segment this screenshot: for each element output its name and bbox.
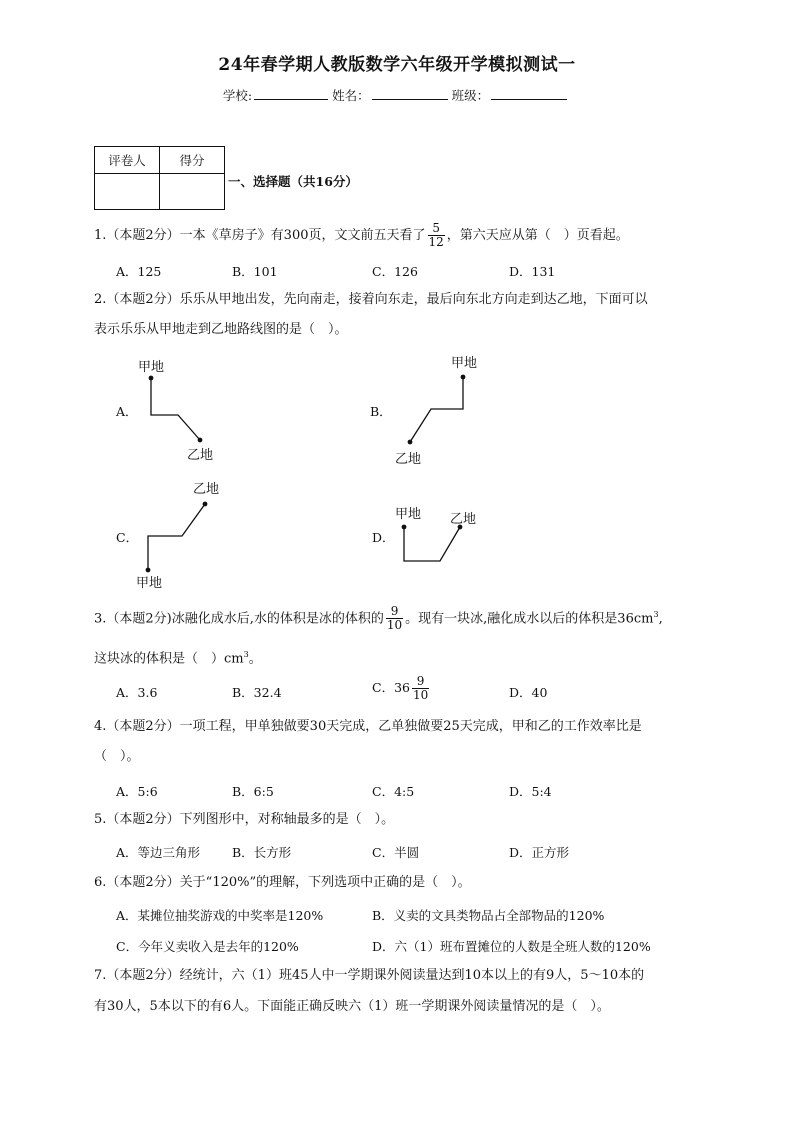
q3-frac-denominator: 10 <box>386 618 403 633</box>
q6-option-d[interactable]: D．六（1）班布置摊位的人数是全班人数的120% <box>372 939 651 954</box>
school-label: 学校: <box>222 88 253 103</box>
q2-d-start-dot <box>402 525 407 530</box>
q3-text-middle: 。现有一块冰,融化成水以后的体积是36cm <box>405 611 654 627</box>
q2-d-route <box>404 527 460 561</box>
q4-option-a[interactable]: A．5:6 <box>116 784 158 799</box>
q3-option-c-numerator: 9 <box>412 675 429 689</box>
q3-option-d[interactable]: D．40 <box>509 685 548 700</box>
q4-option-c[interactable]: C．4:5 <box>372 784 415 799</box>
question-2-line-1: 2.（本题2分）乐乐从甲地出发，先向南走，接着向东走，最后向东北方向走到达乙地，下面可以 <box>94 292 648 307</box>
grader-header: 评卷人 <box>95 147 160 174</box>
q4-option-b[interactable]: B．6:5 <box>232 784 274 799</box>
question-7-line-1: 7.（本题2分）经统计，六（1）班45人中一学期课外阅读量达到10本以上的有9人，5～10本的 <box>94 968 645 983</box>
q2-b-end-dot <box>408 440 413 445</box>
q1-option-c[interactable]: C．126 <box>372 264 418 279</box>
q1-frac-denominator: 12 <box>428 235 444 249</box>
q2-a-start-label: 甲地 <box>138 360 165 375</box>
q6-option-b[interactable]: B．义卖的文具类物品占全部物品的120% <box>372 908 605 923</box>
q3-option-c-whole: C．36 <box>372 680 410 695</box>
q2-a-start-dot <box>149 376 154 381</box>
q5-option-c[interactable]: C．半圆 <box>372 845 420 860</box>
q1-text-prefix: 1.（本题2分）一本《草房子》有300页，文文前五天看了 <box>94 228 426 243</box>
q2-option-a[interactable]: A． <box>116 404 138 419</box>
q3-option-c[interactable] <box>372 675 431 702</box>
q4-option-d[interactable]: D．5:4 <box>509 784 552 799</box>
question-6-line-1: 6.（本题2分）关于“120%”的理解，下列选项中正确的是（ ）。 <box>94 875 471 890</box>
question-4-line-1: 4.（本题2分）一项工程，甲单独做要30天完成，乙单独做要25天完成，甲和乙的工作效率比是 <box>94 719 642 734</box>
q1-frac-numerator: 5 <box>428 222 445 236</box>
q2-c-start-label: 甲地 <box>136 576 163 591</box>
q1-option-a[interactable]: A．125 <box>116 264 162 279</box>
q1-option-b[interactable]: B．101 <box>232 264 278 279</box>
q5-option-a[interactable]: A．等边三角形 <box>116 845 201 860</box>
q2-option-d[interactable]: D． <box>372 530 395 545</box>
q2-option-b[interactable]: B． <box>370 404 392 419</box>
q1-text-suffix: ，第六天应从第（ ）页看起。 <box>446 228 629 243</box>
q5-option-d[interactable]: D．正方形 <box>509 845 570 860</box>
question-3-line-1 <box>94 605 663 632</box>
q1-option-d[interactable]: D．131 <box>509 264 556 279</box>
q2-b-end-label: 乙地 <box>395 452 422 467</box>
score-header: 得分 <box>160 147 225 174</box>
q2-a-route <box>151 378 200 440</box>
q3-option-a[interactable]: A．3.6 <box>116 685 158 700</box>
q3-unit-sup: 3 <box>653 610 659 619</box>
q2-d-start-label: 甲地 <box>395 507 422 522</box>
q3-option-b[interactable]: B．32.4 <box>232 685 282 700</box>
question-7-line-2: 有30人，5本以下的有6人。下面能正确反映六（1）班一学期课外阅读量情况的是（ ）。 <box>94 999 610 1014</box>
q2-a-end-label: 乙地 <box>187 448 214 463</box>
q3-line2-end: 。 <box>248 651 262 667</box>
q2-b-start-label: 甲地 <box>451 356 478 371</box>
q2-b-route <box>410 377 463 442</box>
q3-line2-text: 这块冰的体积是（ ）cm <box>94 651 244 667</box>
question-4-line-2: （ ）。 <box>94 749 140 764</box>
q2-a-end-dot <box>198 438 203 443</box>
q2-d-end-label: 乙地 <box>450 512 477 527</box>
q3-text-end: , <box>658 611 663 627</box>
q2-b-start-dot <box>461 375 466 380</box>
q3-option-c-fraction <box>412 675 429 702</box>
q6-option-a[interactable]: A．某摊位抽奖游戏的中奖率是120% <box>116 908 324 923</box>
q3-option-c-denominator: 10 <box>412 688 429 702</box>
q2-c-route <box>148 504 205 570</box>
name-label: 姓名： <box>332 88 370 103</box>
question-2-line-2: 表示乐乐从甲地走到乙地路线图的是（ ）。 <box>94 322 348 337</box>
q3-fraction <box>386 605 403 632</box>
section-title: 一、选择题（共16分） <box>228 174 358 189</box>
class-label: 班级： <box>451 88 490 103</box>
question-3-line-2 <box>94 645 262 669</box>
q6-option-c[interactable]: C．今年义卖收入是去年的120% <box>116 939 299 954</box>
page-title: 24年春学期人教版数学六年级开学模拟测试一 <box>218 55 576 75</box>
q3-text-prefix: 3.（本题2分)冰融化成水后,水的体积是冰的体积的 <box>94 611 384 627</box>
q2-c-end-dot <box>203 502 208 507</box>
q3-line2-sup: 3 <box>243 650 249 659</box>
question-5-line-1: 5.（本题2分）下列图形中，对称轴最多的是（ ）。 <box>94 812 395 827</box>
q3-frac-numerator: 9 <box>386 605 403 619</box>
q2-option-c[interactable]: C． <box>116 530 139 545</box>
q2-c-end-label: 乙地 <box>193 482 220 497</box>
q5-option-b[interactable]: B．长方形 <box>232 845 292 860</box>
